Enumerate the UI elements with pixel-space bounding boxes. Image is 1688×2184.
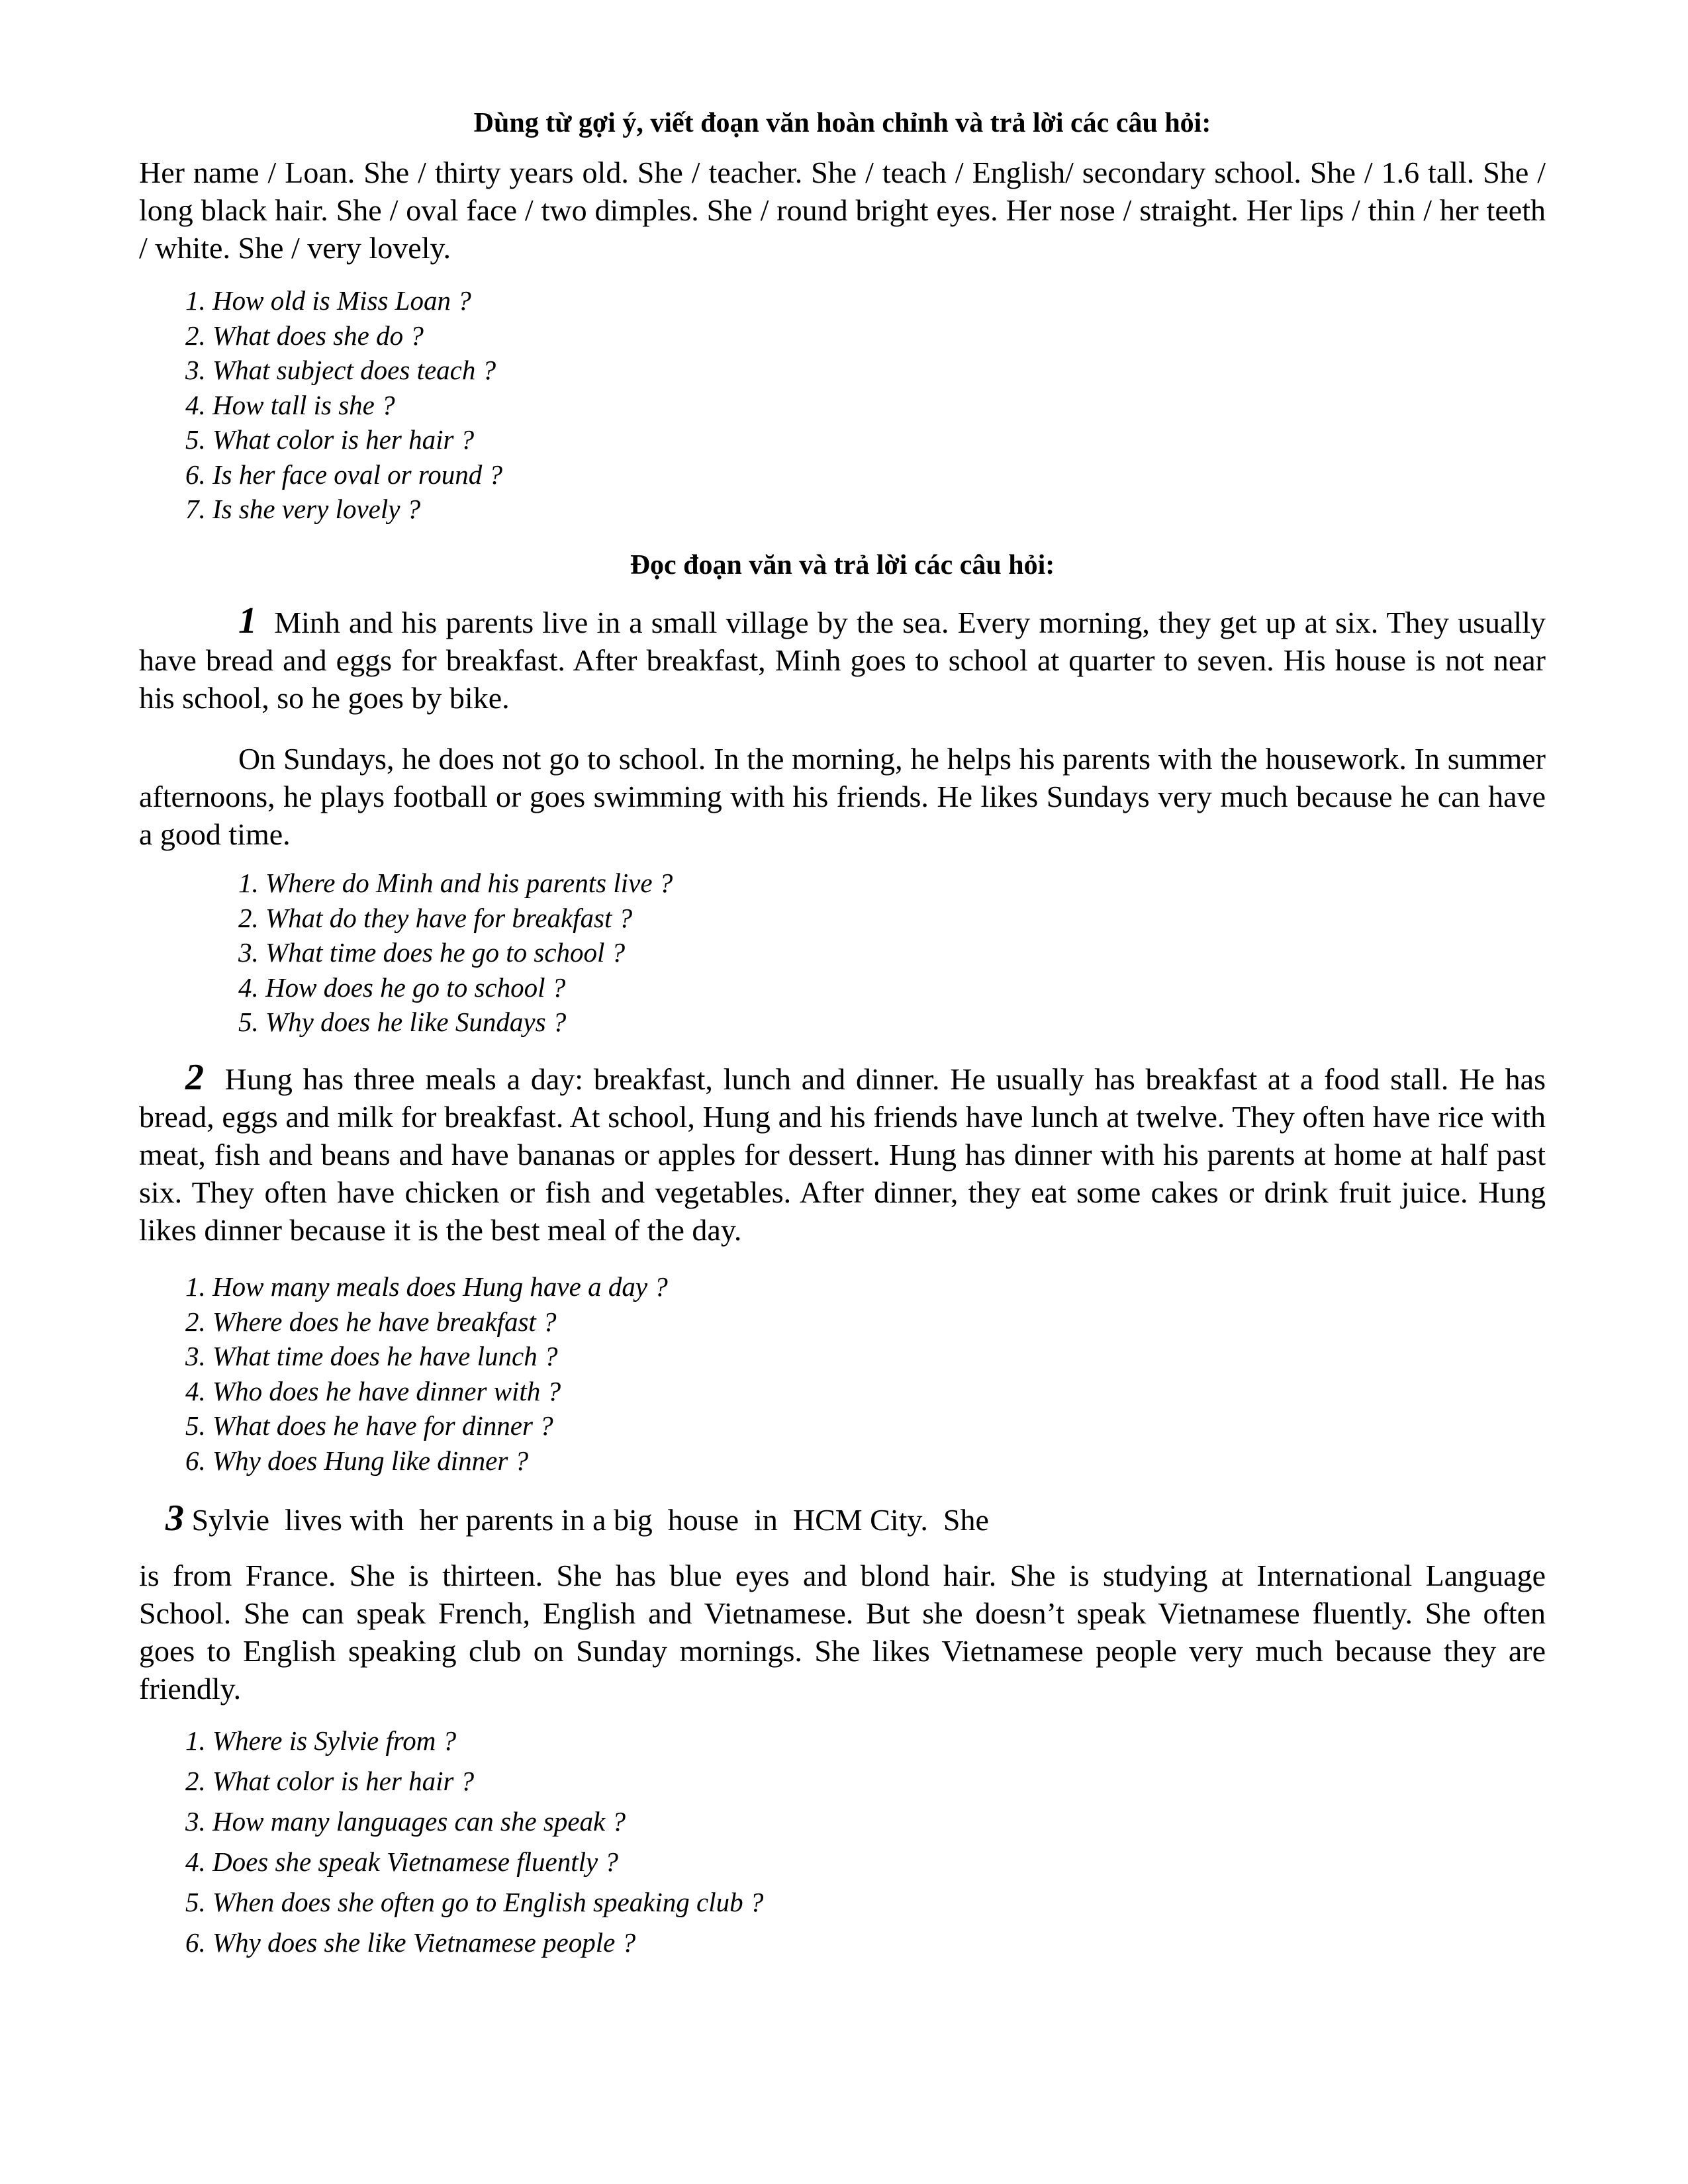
section1-questions xyxy=(185,283,502,527)
question-item: 2. Where does he have breakfast ? xyxy=(185,1306,557,1337)
question-item: 2. What color is her hair ? xyxy=(185,1766,475,1796)
question-item: 3. What time does he have lunch ? xyxy=(185,1341,558,1371)
question-item: 4. Who does he have dinner with ? xyxy=(185,1375,561,1406)
question-item: 5. What does he have for dinner ? xyxy=(185,1410,553,1441)
question-item: 4. Does she speak Vietnamese fluently ? xyxy=(185,1846,618,1877)
question-item: 1. How many meals does Hung have a day ? xyxy=(185,1271,668,1302)
question-item: 1. Where is Sylvie from ? xyxy=(185,1725,457,1756)
question-item: 4. How tall is she ? xyxy=(185,389,395,420)
passage-number: 1 xyxy=(238,600,257,641)
section1-prompt: Her name / Loan. She / thirty years old. She / teacher. She / teach / English/ secondary school. She / 1.6 tall. She / long black hair. She / oval face / two dimples. She / round bright eyes. Her nose / straight. Her lips / thin / her teeth / white. She / very lovely. xyxy=(139,156,1546,265)
section2-heading: Đọc đoạn văn và trả lời các câu hỏi: xyxy=(630,550,1055,580)
question-item: 3. What subject does teach ? xyxy=(185,355,496,385)
question-item: 2. What do they have for breakfast ? xyxy=(238,902,633,933)
question-item: 6. Why does Hung like dinner ? xyxy=(185,1445,529,1476)
passage1-paragraph2: On Sundays, he does not go to school. In the morning, he helps his parents with the housework. In summer afternoons, he plays football or goes swimming with his friends. He likes Sundays very much because he can have a good time. xyxy=(139,742,1546,851)
passage-number: 2 xyxy=(185,1057,204,1098)
question-item: 7. Is she very lovely ? xyxy=(185,494,421,524)
question-item: 5. What color is her hair ? xyxy=(185,424,475,455)
question-item: 2. What does she do ? xyxy=(185,320,424,351)
question-item: 4. How does he go to school ? xyxy=(238,972,566,1003)
passage3-questions xyxy=(185,1721,763,1963)
question-item: 3. What time does he go to school ? xyxy=(238,937,626,968)
question-item: 1. Where do Minh and his parents live ? xyxy=(238,868,673,898)
question-item: 5. When does she often go to English speaking club ? xyxy=(185,1887,764,1917)
passage3-first-line: 3 Sylvie lives with her parents in a big house in HCM City. She xyxy=(165,1498,989,1539)
question-item: 3. How many languages can she speak ? xyxy=(185,1806,626,1837)
passage2-paragraph1: 2 Hung has three meals a day: breakfast, lunch and dinner. He usually has breakfast at a food stall. He has bread, eggs and milk for breakfast. At school, Hung and his friends have lunch at twelve. They often have rice with meat, fish and beans and have bananas or apples for dessert. Hung has dinner with his parents at home at half past six. They often have chicken or fish and vegetables. After dinner, they eat some cakes or drink fruit juice. Hung likes dinner because it is the best meal of the day. xyxy=(139,1057,1546,1247)
section1-heading: Dùng từ gợi ý, viết đoạn văn hoàn chỉnh và trả lời các câu hỏi: xyxy=(473,108,1211,138)
question-item: 1. How old is Miss Loan ? xyxy=(185,285,471,316)
passage-number: 3 xyxy=(165,1498,184,1539)
passage3-paragraph1: is from France. She is thirteen. She has blue eyes and blond hair. She is studying at International Language School. She can speak French, English and Vietnamese. But she doesn’t speak Vietnamese fluently. She often goes to English speaking club on Sunday mornings. She likes Vietnamese people very much because they are friendly. xyxy=(139,1559,1546,1706)
question-item: 6. Why does she like Vietnamese people ? xyxy=(185,1927,636,1958)
question-item: 6. Is her face oval or round ? xyxy=(185,459,503,490)
passage1-paragraph1: 1 Minh and his parents live in a small village by the sea. Every morning, they get up at six. They usually have bread and eggs for breakfast. After breakfast, Minh goes to school at quarter to seven. His house is not near his school, so he goes by bike. xyxy=(139,600,1546,715)
passage2-questions xyxy=(185,1269,668,1478)
question-item: 5. Why does he like Sundays ? xyxy=(238,1007,567,1037)
passage1-questions xyxy=(238,866,673,1040)
